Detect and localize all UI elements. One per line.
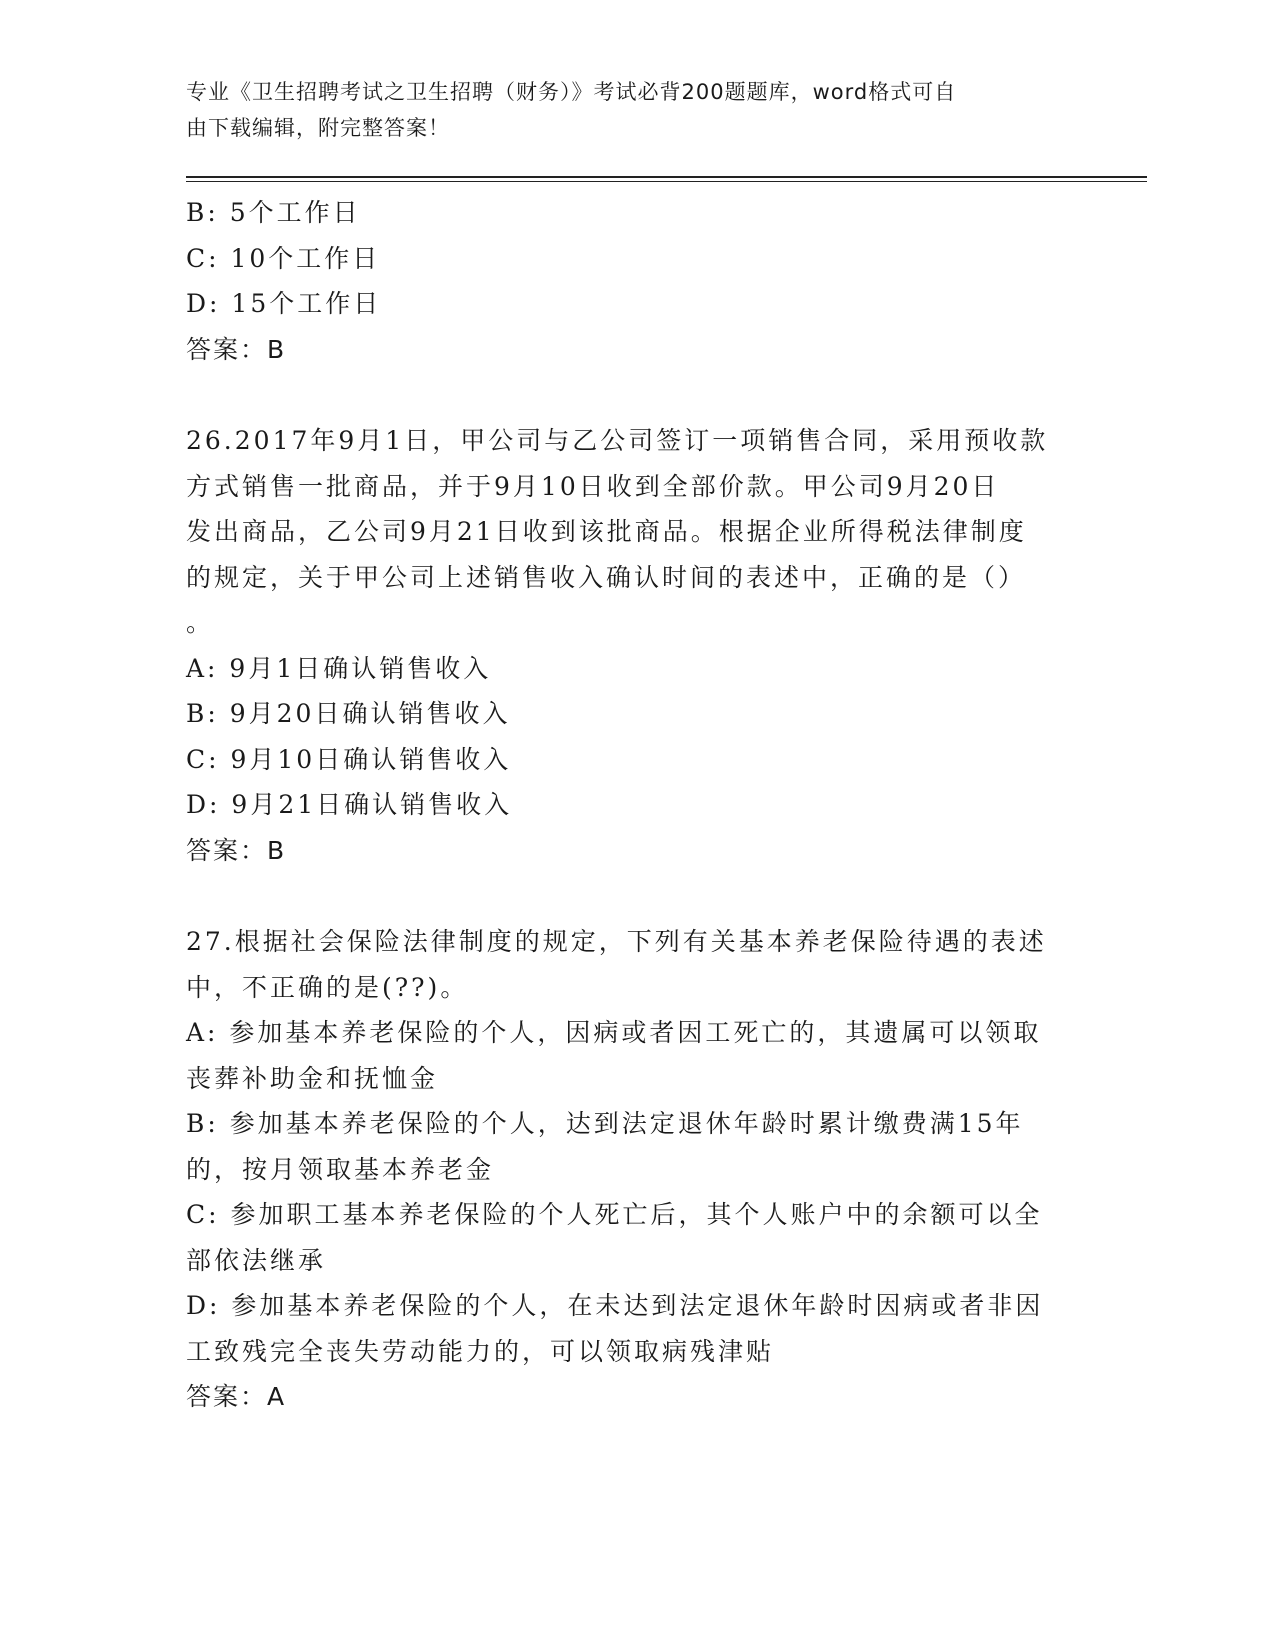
header-divider-thick: [186, 176, 1147, 178]
question-block-26: [186, 418, 1086, 873]
question-text-line: 。: [186, 608, 215, 637]
option-b-continued: 的，按月领取基本养老金: [186, 1154, 495, 1184]
question-block-27: [186, 919, 1086, 1420]
option-c: C: 参加职工基本养老保险的个人死亡后，其个人账户中的余额可以全: [186, 1200, 1043, 1229]
question-content: [186, 190, 1086, 1420]
header-line-2: 由下载编辑，附完整答案！: [186, 116, 450, 140]
block-spacer: [186, 873, 1086, 919]
option-c-continued: 部依法继承: [186, 1245, 327, 1275]
question-text-line: 26.2017年9月1日，甲公司与乙公司签订一项销售合同，采用预收款: [186, 426, 1049, 455]
question-text-line: 方式销售一批商品，并于9月10日收到全部价款。甲公司9月20日: [186, 471, 1000, 501]
option-d: D: 9月21日确认销售收入: [186, 790, 513, 819]
question-text-line: 中，不正确的是(??)。: [186, 972, 469, 1002]
option-a-continued: 丧葬补助金和抚恤金: [186, 1063, 439, 1093]
header-divider-thin: [186, 181, 1147, 182]
option-b: B: 9月20日确认销售收入: [186, 699, 511, 728]
option-a: A: 9月1日确认销售收入: [186, 653, 492, 683]
question-text-line: 27.根据社会保险法律制度的规定，下列有关基本养老保险待遇的表述: [186, 927, 1047, 956]
option-d: D: 参加基本养老保险的个人，在未达到法定退休年龄时因病或者非因: [186, 1291, 1044, 1320]
question-block-25: [186, 190, 1086, 372]
option-c: C: 10个工作日: [186, 243, 381, 273]
answer-line: 答案：A: [186, 1382, 287, 1411]
header-line-1: 专业《卫生招聘考试之卫生招聘（财务）》考试必背200题题库，word格式可自: [186, 80, 957, 104]
question-text-line: 发出商品，乙公司9月21日收到该批商品。根据企业所得税法律制度: [186, 517, 1027, 546]
option-d: D: 15个工作日: [186, 289, 382, 318]
answer-line: 答案：B: [186, 334, 287, 364]
option-b: B: 参加基本养老保险的个人，达到法定退休年龄时累计缴费满15年: [186, 1109, 1024, 1138]
option-b: B: 5个工作日: [186, 198, 361, 227]
option-d-continued: 工致残完全丧失劳动能力的，可以领取病残津贴: [186, 1336, 775, 1366]
document-header: [186, 74, 1066, 146]
option-a: A: 参加基本养老保险的个人，因病或者因工死亡的，其遗属可以领取: [186, 1018, 1042, 1047]
question-text-line: 的规定，关于甲公司上述销售收入确认时间的表述中，正确的是（）: [186, 562, 1027, 592]
answer-line: 答案：B: [186, 835, 287, 865]
block-spacer: [186, 372, 1086, 418]
option-c: C: 9月10日确认销售收入: [186, 744, 512, 774]
